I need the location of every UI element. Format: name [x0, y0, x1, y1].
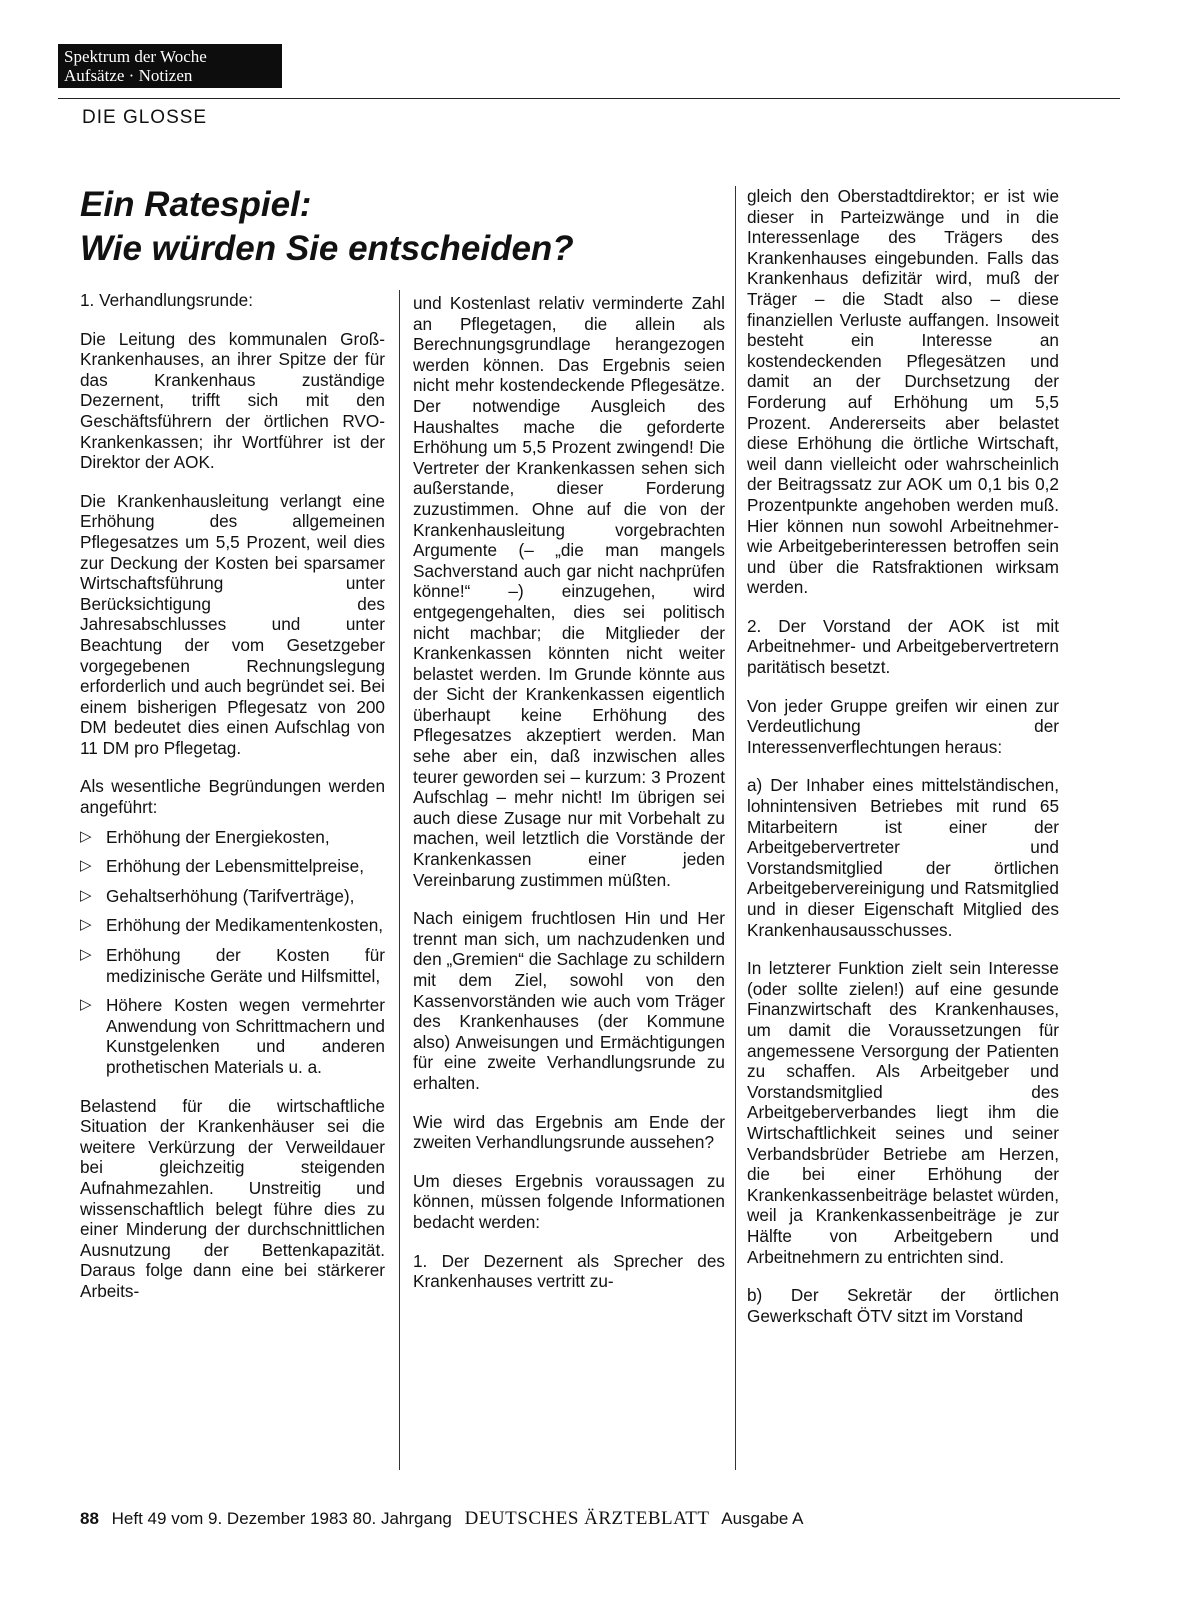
list-item-text: Gehaltserhöhung (Tarifverträge),	[106, 885, 355, 906]
triangle-bullet-icon: ▷	[80, 916, 92, 934]
paragraph: Wie wird das Ergebnis am Ende der zweiten Verhandlungsrunde aussehen?	[413, 1111, 725, 1153]
header-rule	[58, 98, 1120, 99]
paragraph: Belastend für die wirtschaftliche Situation der Krankenhäuser sei die weitere Verkürzung der Verweildauer bei gleichzeitig steigenden Aufnahmezahlen. Unstreitig und wissenschaftlich belegt führe dies zu einer Minderung der durchschnittlichen Ausnutzung der Bettenkapazität. Daraus folge dann eine bei stärkerer Arbeits-	[80, 1095, 385, 1301]
magazine-name: DEUTSCHES ÄRZTEBLATT	[464, 1508, 710, 1529]
column-divider	[399, 290, 400, 1470]
paragraph: Nach einigem fruchtlosen Hin und Her trennt man sich, um nachzudenken und den „Gremien“ die Sachlage zu schildern mit dem Ziel, sowohl von den Kassenvorständen wie auch vom Träger des Krankenhauses (der Kommune also) Anweisungen und Ermächtigungen für eine zweite Verhandlungsrunde zu erhalten.	[413, 908, 725, 1093]
triangle-bullet-icon: ▷	[80, 996, 92, 1014]
issue-info: Heft 49 vom 9. Dezember 1983 80. Jahrgang	[111, 1509, 452, 1528]
list-item	[80, 827, 385, 848]
triangle-bullet-icon: ▷	[80, 946, 92, 964]
list-item-text: Erhöhung der Medikamentenkosten,	[106, 915, 384, 936]
text-column-3	[747, 186, 1059, 1344]
paragraph: Als wesentliche Begründungen werden angeführt:	[80, 776, 385, 818]
text-column-1	[80, 290, 385, 1320]
column-divider	[735, 186, 736, 1470]
section-label-line2: Aufsätze · Notizen	[64, 66, 193, 85]
edition-info: Ausgabe A	[721, 1509, 804, 1528]
list-item-text: Erhöhung der Lebensmittelpreise,	[106, 856, 364, 877]
triangle-bullet-icon: ▷	[80, 827, 92, 845]
list-item-text: Erhöhung der Energiekosten,	[106, 826, 330, 847]
list-item-text: Höhere Kosten wegen vermehrter Anwendung von Schrittmachern und Kunstgelenken und anderen prothetischen Materials u. a.	[106, 995, 385, 1077]
paragraph: a) Der Inhaber eines mittelständischen, lohnintensiven Betriebes mit rund 65 Mitarbeitern ist einer der Arbeitgebervertreter und Vorstandsmitglied der örtlichen Arbeitgebervereinigung und Ratsmitglied und in dieser Eigenschaft Mitglied des Krankenhausausschusses.	[747, 775, 1059, 940]
paragraph: 2. Der Vorstand der AOK ist mit Arbeitnehmer- und Arbeitgebervertretern paritätisch besetzt.	[747, 615, 1059, 678]
paragraph: 1. Verhandlungsrunde:	[80, 290, 253, 310]
list-item	[80, 915, 385, 936]
triangle-bullet-icon: ▷	[80, 857, 92, 875]
list-item	[80, 945, 385, 986]
paragraph: Von jeder Gruppe greifen wir einen zur Verdeutlichung der Interessenverflechtungen heraus:	[747, 695, 1059, 757]
title-line1: Ein Ratespiel:	[80, 185, 312, 224]
rubric: DIE GLOSSE	[82, 107, 208, 128]
list-item	[80, 995, 385, 1077]
list-item	[80, 856, 385, 877]
triangle-bullet-icon: ▷	[80, 886, 92, 904]
paragraph: In letzterer Funktion zielt sein Interesse (oder sollte zielen!) auf eine gesunde Finanzwirtschaft des Krankenhauses, um damit die Voraussetzungen für angemessene Versorgung der Patienten zu schaffen. Als Arbeitgeber und Vorstandsmitglied des Arbeitgeberverbandes liegt ihm die Wirtschaftlichkeit seines und seiner Verbandsbrüder Betriebe am Herzen, die bei einer Erhöhung der Krankenkassenbeiträge belastet würden, weil ja Krankenkassenbeiträge je zur Hälfte von Arbeitgebern und Arbeitnehmern zu entrichten sind.	[747, 958, 1059, 1267]
page-number: 88	[80, 1509, 99, 1528]
section-label-line1: Spektrum der Woche	[64, 47, 207, 66]
paragraph: 1. Der Dezernent als Sprecher des Krankenhauses vertritt zu-	[413, 1250, 725, 1292]
paragraph: b) Der Sekretär der örtlichen Gewerkschaft ÖTV sitzt im Vorstand	[747, 1285, 1059, 1326]
article-title	[80, 183, 720, 271]
list-item	[80, 886, 385, 907]
text-column-2	[413, 293, 725, 1310]
paragraph: gleich den Oberstadtdirektor; er ist wie dieser in Parteizwänge und in die Interessenlage des Trägers des Krankenhauses eingebunden. Falls das Krankenhaus defizitär wird, muß der Träger – die Stadt also – diese finanziellen Verluste auffangen. Insoweit besteht ein Interesse an kostendeckenden Pflegesätzen und damit an der Durchsetzung der Forderung auf Erhöhung um 5,5 Prozent. Andererseits aber belastet diese Erhöhung die örtliche Wirtschaft, weil dann vielleicht oder wahrscheinlich der Beitragssatz zur AOK um 0,1 bis 0,2 Prozentpunkte angehoben werden muß. Hier können nun sowohl Arbeitnehmer- wie Arbeitgeberinteressen betroffen sein und über die Ratsfraktionen wirksam werden.	[747, 186, 1059, 598]
paragraph: Die Leitung des kommunalen Groß-Krankenhauses, an ihrer Spitze der für das Krankenhaus zuständige Dezernent, trifft sich mit den Geschäftsführern der örtlichen RVO-Krankenkassen; ihr Wortführer ist der Direktor der AOK.	[80, 328, 385, 473]
title-line2: Wie würden Sie entscheiden?	[80, 229, 574, 268]
section-label	[58, 44, 282, 88]
paragraph: Die Krankenhausleitung verlangt eine Erhöhung des allgemeinen Pflegesatzes um 5,5 Prozent, weil dies zur Deckung der Kosten bei sparsamer Wirtschaftsführung unter Berücksichtigung des Jahresabschlusses und unter Beachtung der vom Gesetzgeber vorgegebenen Rechnungslegung erforderlich und auch begründet sei. Bei einem bisherigen Pflegesatz von 200 DM bedeutet dies einen Aufschlag von 11 DM pro Pflegetag.	[80, 490, 385, 758]
paragraph: und Kostenlast relativ verminderte Zahl an Pflegetagen, die allein als Berechnungsgrundlage herangezogen werden können. Das Ergebnis seien nicht mehr kostendeckende Pflegesätze. Der notwendige Ausgleich des Haushaltes mache die geforderte Erhöhung um 5,5 Prozent zwingend! Die Vertreter der Krankenkassen sehen sich außerstande, dieser Forderung zuzustimmen. Ohne auf die von der Krankenhausleitung vorgebrachten Argumente (– „die man mangels Sachverstand auch gar nicht nachprüfen könne!“ –) einzugehen, wird entgegengehalten, dies sei politisch nicht machbar; die Mitglieder der Krankenkassen könnten nicht weiter belastet werden. Im Grunde könnte aus der Sicht der Krankenkassen eigentlich überhaupt keine Erhöhung des Pflegesatzes akzeptiert werden. Man sehe aber ein, daß inzwischen alles teurer geworden sei – kurzum: 3 Prozent Aufschlag – mehr nicht! Im übrigen sei auch diese Zusage nur mit Vorbehalt zu machen, weil letztlich die Vorstände der Krankenkassen einer jeden Vereinbarung zustimmen müßten.	[413, 293, 725, 890]
paragraph: Um dieses Ergebnis voraussagen zu können, müssen folgende Informationen bedacht werden:	[413, 1170, 725, 1232]
list-item-text: Erhöhung der Kosten für medizinische Geräte und Hilfsmittel,	[106, 945, 385, 986]
page-footer	[80, 1508, 804, 1530]
